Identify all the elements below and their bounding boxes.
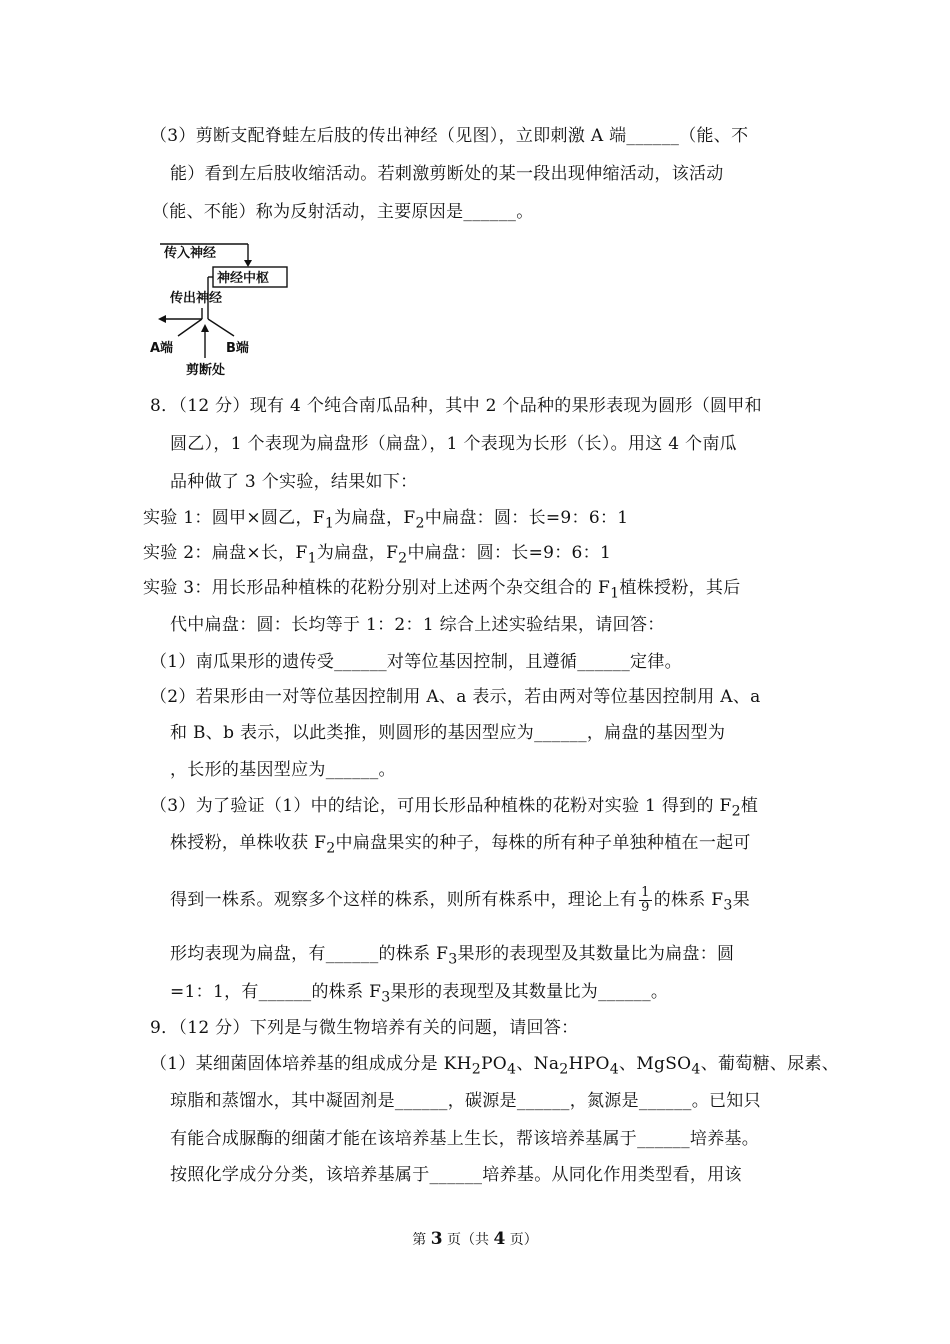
q8-experiment3-line2: 代中扁盘：圆：长均等于 1：2：1 综合上述实验结果，请回答： [170,615,665,635]
q8-part3-line2: 株授粉，单株收获 $F_2$中扁盘果实的种子，每株的所有种子单独种植在一起可 [170,833,751,857]
q8-part3-line5: =1：1，有______的株系 $F_3$果形的表现型及其数量比为______。 [170,982,669,1006]
q7-part3-line3: （能、不能）称为反射活动，主要原因是______。 [152,202,534,222]
efferent-a-diagonal [178,319,202,336]
q7-part3-line2: 能）看到左后肢收缩活动。若刺激剪断处的某一段出现伸缩活动，该活动 [170,164,724,184]
efferent-b-line [208,319,234,336]
cut-pointer-arrowhead [201,324,209,332]
q9-part1-line3: 有能合成脲酶的细菌才能在该培养基上生长，帮该培养基属于______培养基。 [170,1129,760,1149]
q8-line3: 品种做了 3 个实验，结果如下： [170,472,418,492]
nerve-cut-diagram [150,240,300,380]
diagram-afferent-label: 传入神经 [164,246,217,261]
q8-part3-line3: 得到一株系。观察多个这样的株系，则所有株系中，理论上有 $\frac{1}{9}$ 的株系 $F_3$果 [170,885,751,915]
diagram-center-label: 神经中枢 [217,271,270,286]
q7-part3-line1: （3）剪断支配脊蛙左后肢的传出神经（见图），立即刺激 A 端______（能、不 [150,126,749,146]
one-ninth-fraction: $\frac{1}{9}$ [641,885,650,915]
q9-part1-line1: （1）某细菌固体培养基的组成成分是 $KH_2PO_4$、$Na_2HPO_4$、MgSO$_4$、葡萄糖、尿素、 [150,1054,840,1078]
page-footer: 第 3 页（共 4 页） [412,1229,538,1249]
q8-part3-line1: （3）为了验证（1）中的结论，可用长形品种植株的花粉对实验 1 得到的 $F_2$植 [150,796,759,820]
afferent-arrowhead [244,260,252,267]
diagram-efferent-label: 传出神经 [170,291,223,306]
q8-part2-line3: ，长形的基因型应为______。 [170,760,396,780]
diagram-cut-label: 剪断处 [186,363,226,378]
current-page-number: 3 [430,1229,443,1249]
q8-part2-line2: 和 B、b 表示，以此类推，则圆形的基因型应为______，扁盘的基因型为 [170,723,726,743]
q8-line2: 圆乙），1 个表现为扁盘形（扁盘），1 个表现为长形（长）。用这 4 个南瓜 [170,434,737,454]
a-end-arrowhead [158,315,166,323]
q9-part1-line2: 琼脂和蒸馏水，其中凝固剂是______，碳源是______，氮源是______。已知只 [170,1091,761,1111]
diagram-a-end-label: A端 [150,341,174,356]
q8-experiment2: 实验 2：扁盘×长，$F_1$为扁盘，$F_2$中扁盘：圆：长=9：6：1 [143,543,612,567]
q8-part3-line4: 形均表现为扁盘，有______的株系 $F_3$果形的表现型及其数量比为扁盘：圆 [170,944,735,968]
diagram-b-end-label: B端 [226,341,249,356]
q9-part1-line4: 按照化学成分分类，该培养基属于______培养基。从同化作用类型看，用该 [170,1165,742,1185]
q9-line1: 9．（12 分）下列是与微生物培养有关的问题，请回答： [150,1018,579,1038]
total-pages-number: 4 [493,1229,506,1249]
q8-experiment3-line1: 实验 3：用长形品种植株的花粉分别对上述两个杂交组合的 $F_1$植株授粉，其后 [143,578,741,602]
q8-line1: 8．（12 分）现有 4 个纯合南瓜品种，其中 2 个品种的果形表现为圆形（圆甲和 [150,396,762,416]
q8-part2-line1: （2）若果形由一对等位基因控制用 A、a 表示，若由两对等位基因控制用 A、a [150,687,761,707]
q8-part1: （1）南瓜果形的遗传受______对等位基因控制，且遵循______定律。 [150,652,682,672]
q8-experiment1: 实验 1：圆甲×圆乙，$F_1$为扁盘，$F_2$中扁盘：圆：长=9：6：1 [143,508,629,532]
